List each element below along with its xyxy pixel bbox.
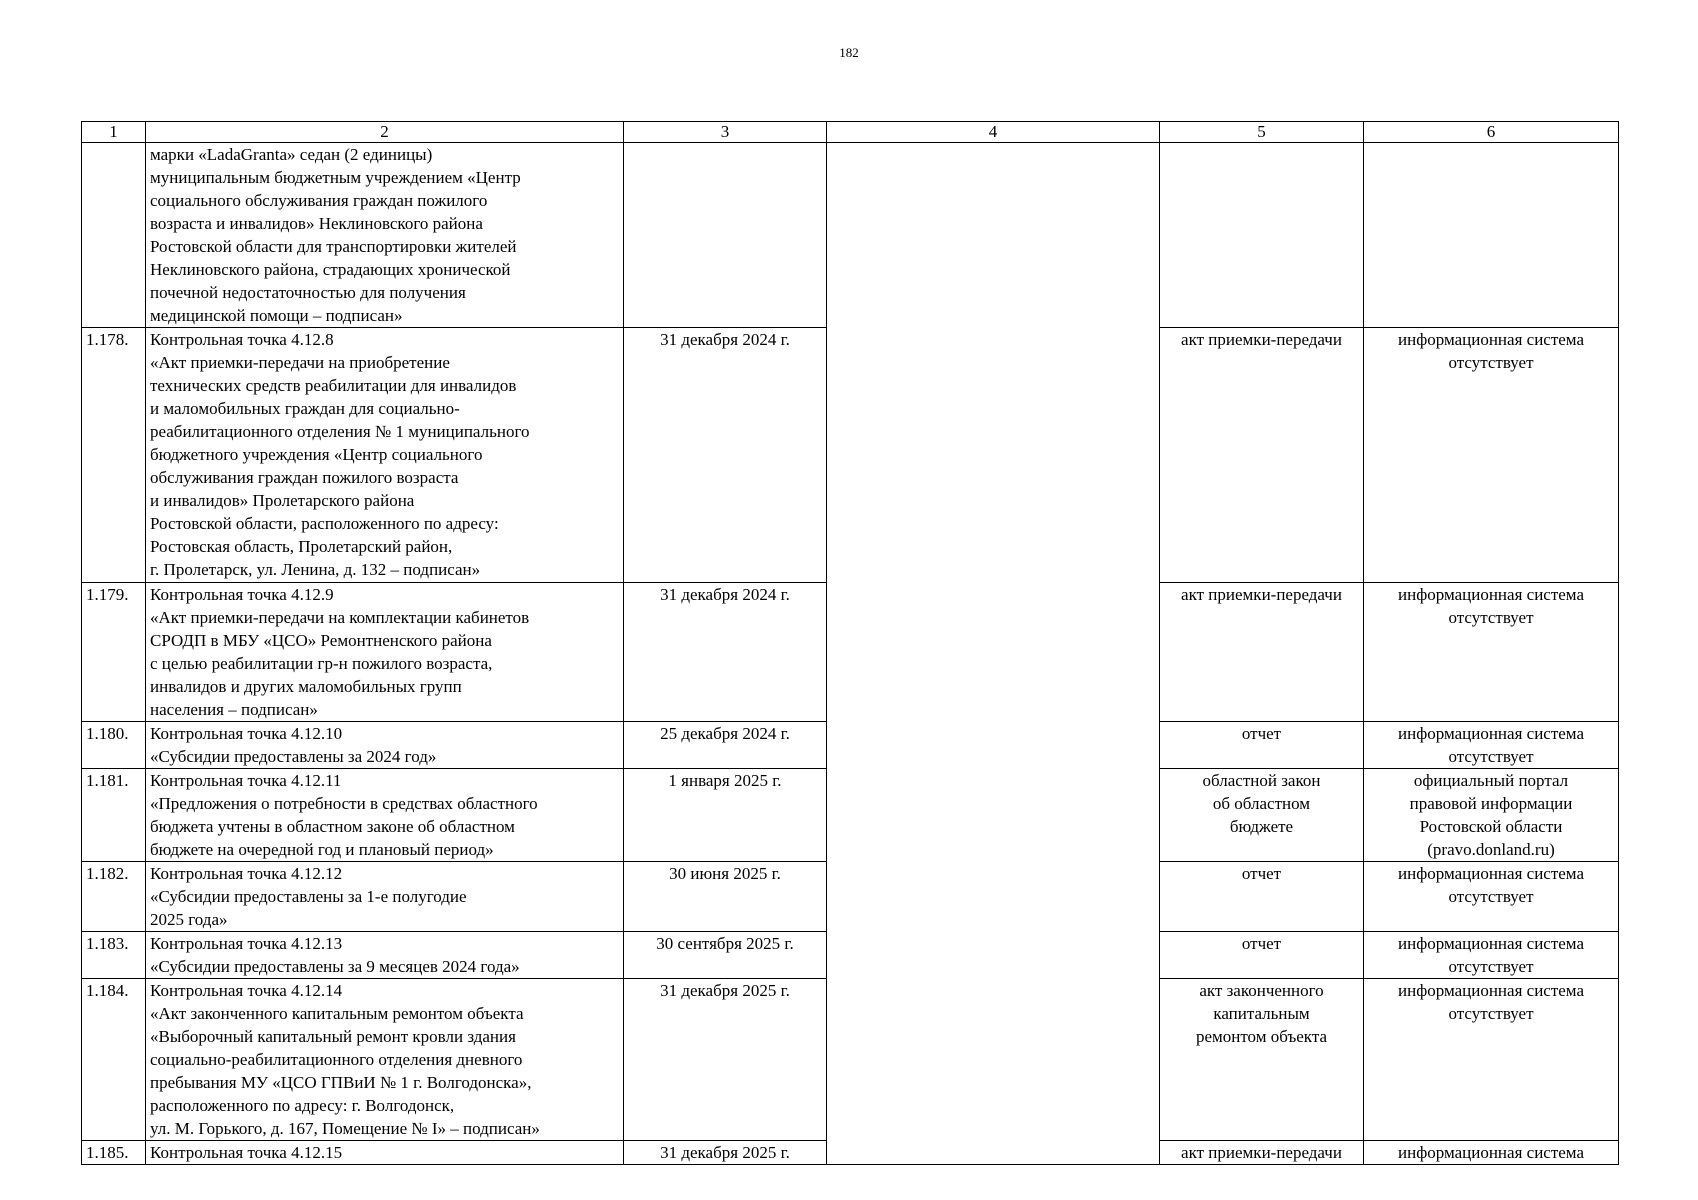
row-description-cell: марки «LadaGranta» седан (2 единицы) муниципальным бюджетным учреждением «Центр социального обслуживания граждан пожилого возраста и инвалидов» Неклиновского района Ростовской области для транспортировки жителей Неклиновского района, страдающих хронической почечной недостаточностью для получения медицинской помощи – подписан»	[146, 143, 624, 328]
row-document-cell: акт приемки-передачи	[1160, 583, 1364, 722]
row-date-cell: 31 декабря 2024 г.	[624, 328, 827, 583]
row-document-cell: областной закон об областном бюджете	[1160, 769, 1364, 862]
row-description-cell: Контрольная точка 4.12.11 «Предложения о потребности в средствах областного бюджета учтены в областном законе об областном бюджете на очередной год и плановый период»	[146, 769, 624, 862]
row-date-cell: 31 декабря 2025 г.	[624, 979, 827, 1141]
row-system-cell: официальный портал правовой информации Ростовской области (pravo.donland.ru)	[1364, 769, 1619, 862]
row-date-cell: 31 декабря 2025 г.	[624, 1141, 827, 1165]
row-description-cell: Контрольная точка 4.12.14 «Акт законченного капитальным ремонтом объекта «Выборочный капитальный ремонт кровли здания социально-реабилитационного отделения дневного пребывания МУ «ЦСО ГПВиИ № 1 г. Волгодонска», расположенного по адресу: г. Волгодонск, ул. М. Горького, д. 167, Помещение № I» – подписан»	[146, 979, 624, 1141]
row-system-cell	[1364, 143, 1619, 328]
column-header: 2	[146, 122, 624, 143]
row-document-cell: отчет	[1160, 932, 1364, 979]
row-system-cell: информационная система	[1364, 1141, 1619, 1165]
row-date-cell: 1 января 2025 г.	[624, 769, 827, 862]
row-document-cell: акт законченного капитальным ремонтом объекта	[1160, 979, 1364, 1141]
row-number-cell	[82, 143, 146, 328]
row-system-cell: информационная система отсутствует	[1364, 328, 1619, 583]
row-document-cell: отчет	[1160, 722, 1364, 769]
row-number-cell: 1.182.	[82, 862, 146, 932]
page-number: 182	[839, 45, 859, 60]
row-date-cell	[624, 143, 827, 328]
row-number-cell: 1.180.	[82, 722, 146, 769]
row-number-cell: 1.181.	[82, 769, 146, 862]
row-system-cell: информационная система отсутствует	[1364, 979, 1619, 1141]
row-date-cell: 30 июня 2025 г.	[624, 862, 827, 932]
row-date-cell: 25 декабря 2024 г.	[624, 722, 827, 769]
column-4-merged-cell	[827, 143, 1160, 1165]
table-header-row	[82, 122, 1619, 143]
row-number-cell: 1.183.	[82, 932, 146, 979]
row-date-cell: 31 декабря 2024 г.	[624, 583, 827, 722]
control-points-table	[81, 121, 1619, 1165]
table-row	[82, 143, 1619, 328]
row-description-cell: Контрольная точка 4.12.8 «Акт приемки-передачи на приобретение технических средств реабилитации для инвалидов и маломобильных граждан для социально- реабилитационного отделения № 1 муниципального бюджетного учреждения «Центр социального обслуживания граждан пожилого возраста и инвалидов» Пролетарского района Ростовской области, расположенного по адресу: Ростовская область, Пролетарский район, г. Пролетарск, ул. Ленина, д. 132 – подписан»	[146, 328, 624, 583]
row-document-cell: акт приемки-передачи	[1160, 1141, 1364, 1165]
row-description-cell: Контрольная точка 4.12.9 «Акт приемки-передачи на комплектации кабинетов СРОДП в МБУ «ЦСО» Ремонтненского района с целью реабилитации гр-н пожилого возраста, инвалидов и других маломобильных групп населения – подписан»	[146, 583, 624, 722]
row-number-cell: 1.184.	[82, 979, 146, 1141]
row-date-cell: 30 сентября 2025 г.	[624, 932, 827, 979]
row-system-cell: информационная система отсутствует	[1364, 862, 1619, 932]
row-description-cell: Контрольная точка 4.12.10 «Субсидии предоставлены за 2024 год»	[146, 722, 624, 769]
row-number-cell: 1.178.	[82, 328, 146, 583]
row-system-cell: информационная система отсутствует	[1364, 932, 1619, 979]
row-description-cell: Контрольная точка 4.12.13 «Субсидии предоставлены за 9 месяцев 2024 года»	[146, 932, 624, 979]
row-document-cell: отчет	[1160, 862, 1364, 932]
row-number-cell: 1.179.	[82, 583, 146, 722]
row-system-cell: информационная система отсутствует	[1364, 583, 1619, 722]
column-header: 1	[82, 122, 146, 143]
row-system-cell: информационная система отсутствует	[1364, 722, 1619, 769]
row-description-cell: Контрольная точка 4.12.15	[146, 1141, 624, 1165]
column-header: 4	[827, 122, 1160, 143]
row-document-cell	[1160, 143, 1364, 328]
row-document-cell: акт приемки-передачи	[1160, 328, 1364, 583]
row-description-cell: Контрольная точка 4.12.12 «Субсидии предоставлены за 1-е полугодие 2025 года»	[146, 862, 624, 932]
column-header: 3	[624, 122, 827, 143]
column-header: 6	[1364, 122, 1619, 143]
row-number-cell: 1.185.	[82, 1141, 146, 1165]
column-header: 5	[1160, 122, 1364, 143]
